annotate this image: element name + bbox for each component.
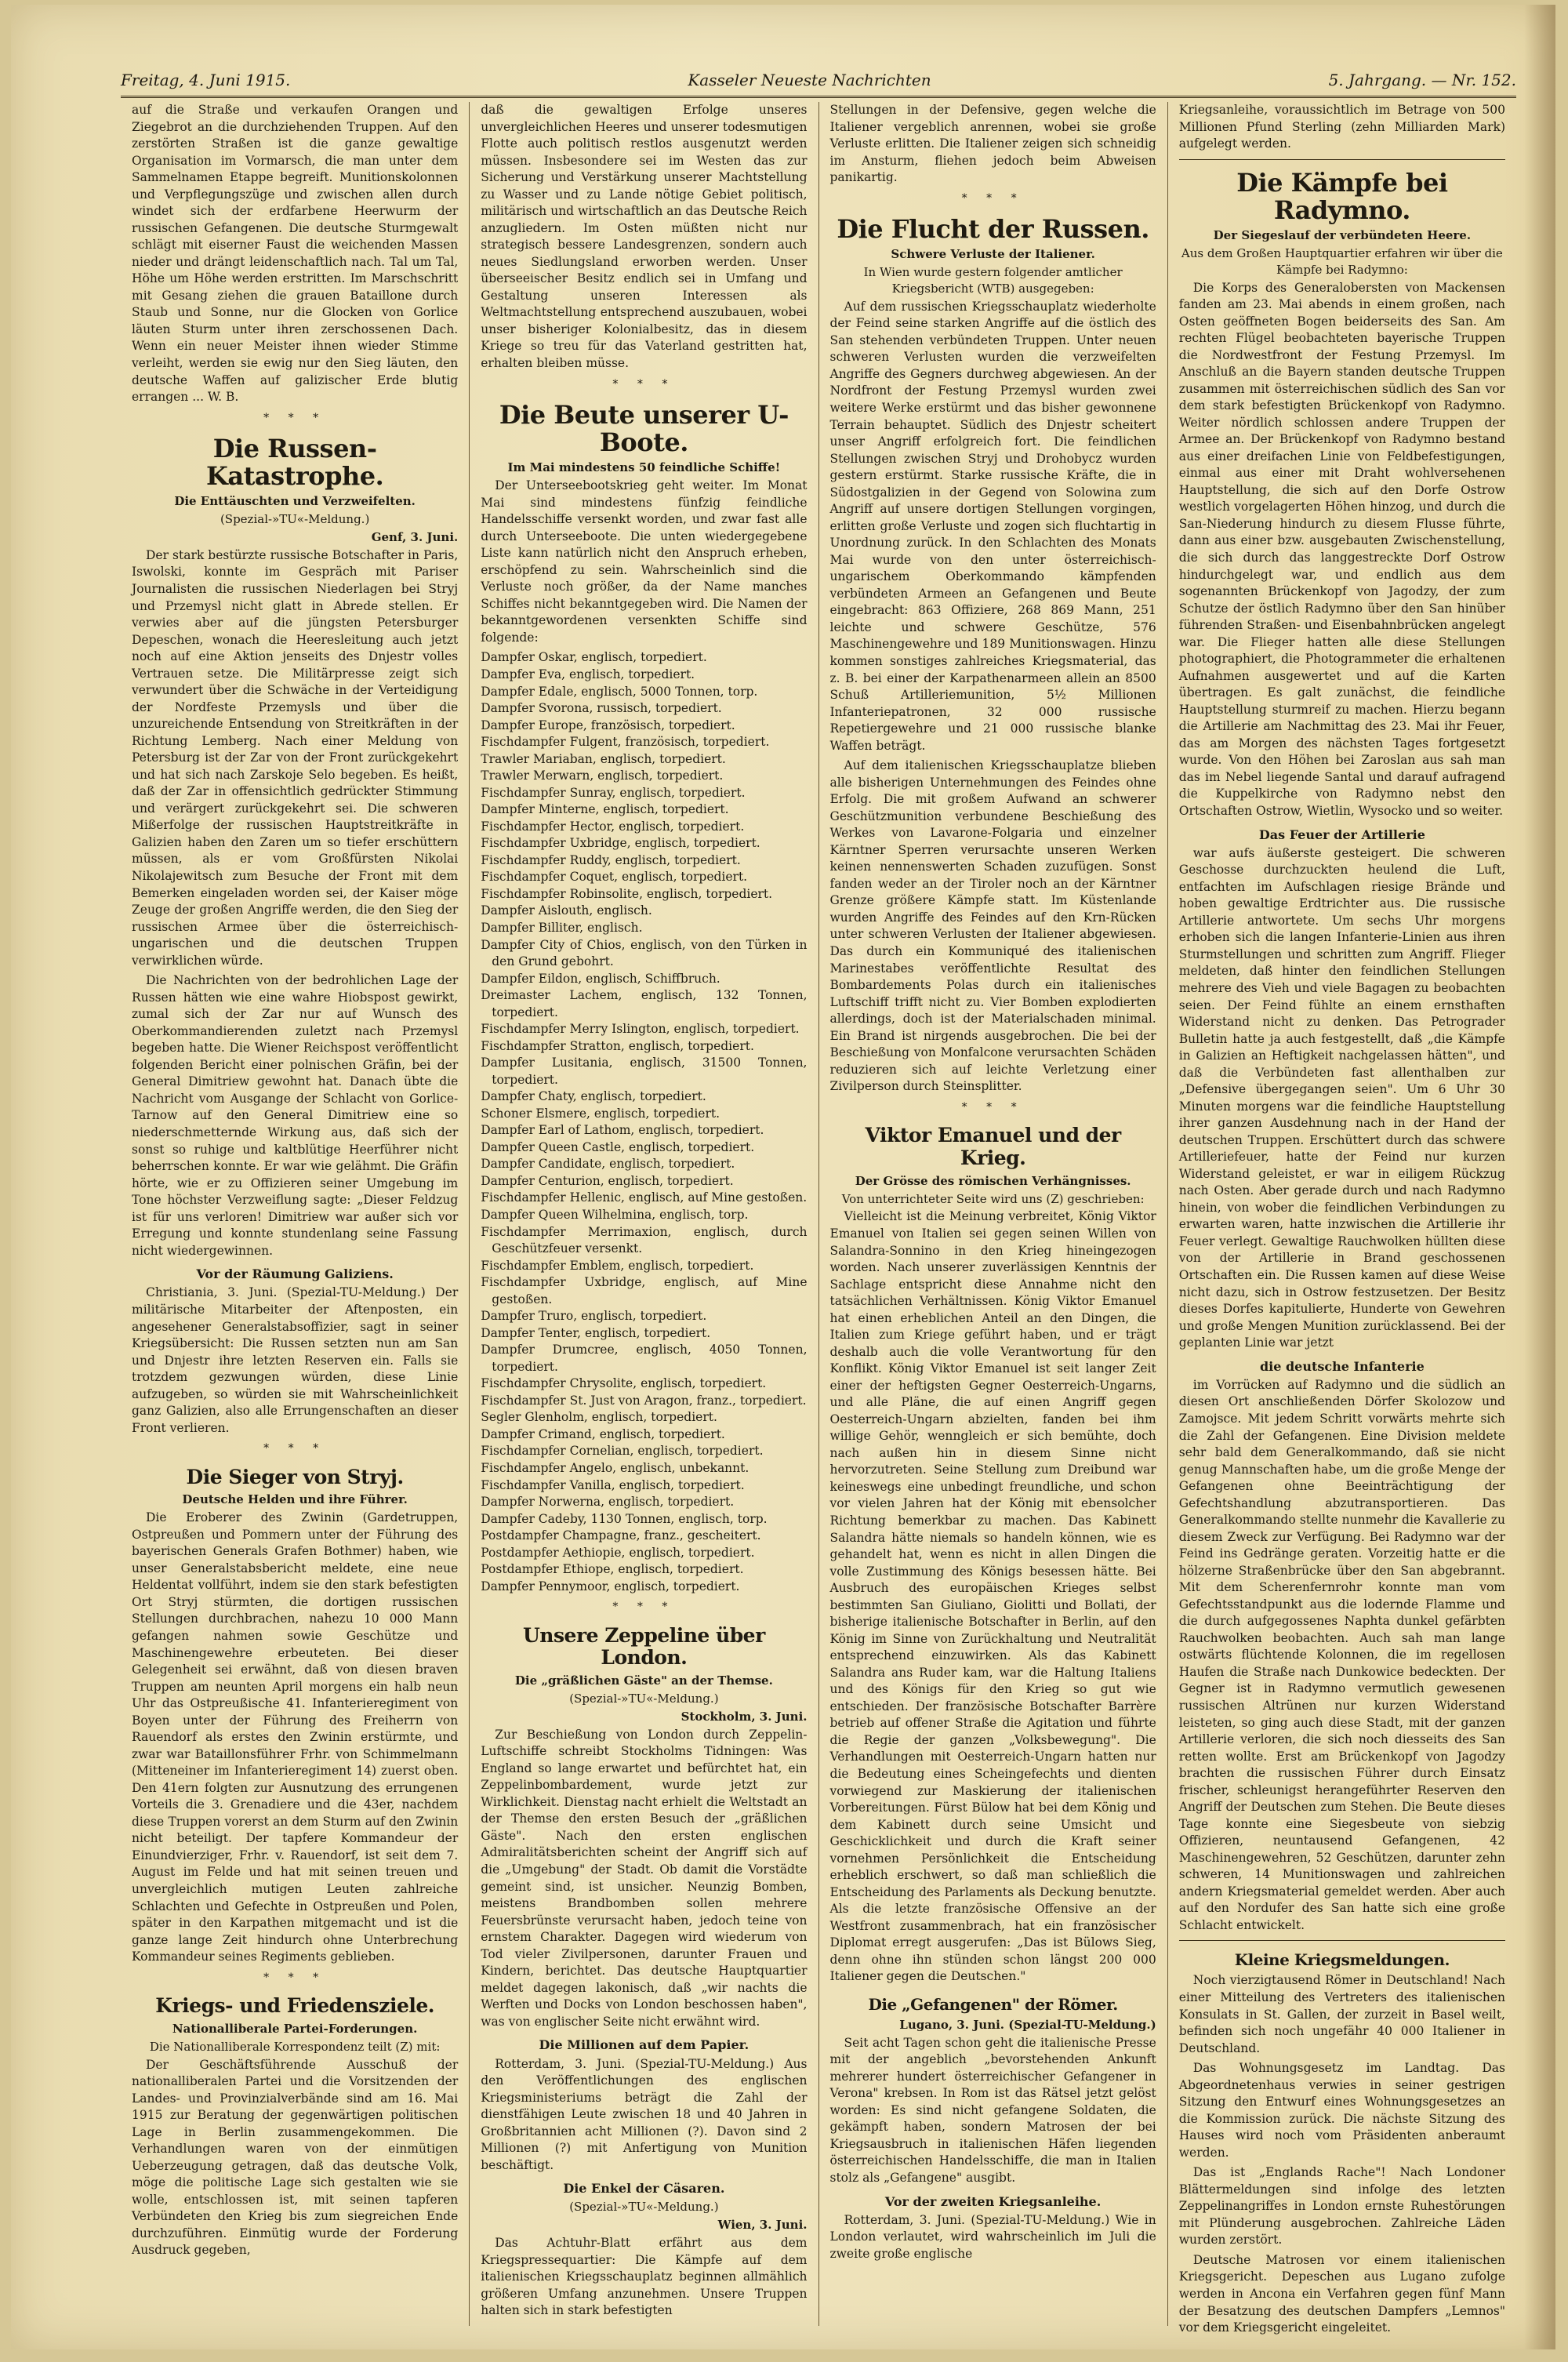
list-item: Dampfer Drumcree, englisch, 4050 Tonnen, torpediert.	[481, 1343, 808, 1374]
headline-viktor-emanuel: Viktor Emanuel und der Krieg.	[865, 1124, 1121, 1169]
issue-date: Freitag, 4. Juni 1915.	[121, 71, 291, 89]
list-item: Fischdampfer Uxbridge, englisch, torpediert.	[481, 836, 760, 851]
list-item: Dampfer Cadeby, 1130 Tonnen, englisch, torp.	[481, 1511, 768, 1526]
continued-text: Kriegsanleihe, voraussichtlich im Betrage von 500 Millionen Pfund Sterling (zehn Milliarden Mark) aufgelegt werden.	[1178, 103, 1505, 151]
subheadline: Nationalliberale Partei-Forderungen.	[172, 2021, 418, 2036]
list-item: Dampfer Norwerna, englisch, torpediert.	[481, 1495, 735, 1510]
agency-line: Von unterrichteter Seite wird uns (Z) geschrieben:	[841, 1191, 1145, 1206]
article-paragraph: Zur Beschießung von London durch Zeppelin-Luftschiffe schreibt Stockholms Tidningen: Was England so lange erwartet und befürchtet hat, ein Zeppelinbombardement, wurde jetzt zur Wirklichkeit. Dienstag nacht erhielt die Weltstadt an der Themse den ersten Besuch der „gräßlichen Gäste". Nach den ersten englischen Admiralitätsberichten scheint der Angriff sich auf die „Umgebung" der Stadt. Ob damit die Vorstädte gemeint sind, ist unsicher. Neunzig Bomben, meistens Brandbomben sollen mehrere Feuersbrünste verursacht haben, jedoch teine von ernstem Charakter. Dagegen wird wiederum von Tod vieler Zivilpersonen, darunter Frauen und Kindern, berichtet. Das deutsche Hauptquartier meldet dagegen lakonisch, daß „wir nachts die Werften und Docks von London beschossen haben", was von englischer Seite nicht erwähnt wird.	[481, 1727, 808, 2029]
column-2	[470, 102, 818, 2326]
article-paragraph: Christiania, 3. Juni. (Spezial-TU-Meldung.) Der militärische Mitarbeiter der Aftenposten, ein angesehener Generalstabsoffizier, sagt in seiner Kriegsübersicht: Die Russen setzten nun am San und Dnjestr ihre letzten Reserven ein. Falls sie trotzdem gezwungen würden, diese Linie aufzugeben, so würden sie mit Wahrscheinlichkeit ganz Galizien, also alle Errungenschaften an dieser Front verlieren.	[132, 1285, 459, 1435]
separator: * * *	[263, 1971, 327, 1984]
headline-raeumung-galiziens: Vor der Räumung Galiziens.	[196, 1266, 394, 1282]
list-item: Dampfer Aislouth, englisch.	[481, 903, 652, 918]
article-paragraph: Rotterdam, 3. Juni. (Spezial-TU-Meldung.) Aus den Veröffentlichungen des englischen Kriegsministeriums beträgt die Zahl der dienstfähigen Leute zwischen 18 und 40 Jahren in Großbritannien acht Millionen (?). Davon sind 2 Millionen (?) mit Anfertigung von Munition beschäftigt.	[481, 2056, 808, 2172]
continued-text: Stellungen in der Defensive, gegen welche die Italiener vergeblich anrennen, wobei sie große Verluste erlitten. Die Italiener zeigen sich schneidig im Ansturm, fliehen jedoch beim Abweisen panikartig.	[829, 103, 1156, 185]
agency-line: Aus dem Großen Hauptquartier erfahren wir über die Kämpfe bei Radymno:	[1181, 245, 1503, 277]
list-item: Schoner Elsmere, englisch, torpediert.	[481, 1106, 720, 1121]
list-item: Postdampfer Ethiope, englisch, torpediert.	[481, 1562, 744, 1577]
dateline: Stockholm, 3. Juni.	[681, 1709, 808, 1724]
list-item: Fischdampfer Sunray, englisch, torpediert.	[481, 785, 746, 800]
headline-zeppeline-ueber-london: Unsere Zeppeline über London.	[522, 1623, 765, 1670]
headline-kriegs-und-friedensziele: Kriegs- und Friedensziele.	[155, 1994, 434, 2018]
list-item: Dampfer Chaty, englisch, torpediert.	[481, 1089, 706, 1104]
list-item: Dampfer Svorona, russisch, torpediert.	[481, 701, 722, 716]
subheadline: Der Siegeslauf der verbündeten Heere.	[1213, 227, 1472, 242]
continued-text: auf die Straße und verkaufen Orangen und Ziegebrot an die durchziehenden Truppen. Auf den zerstörten Straßen ist die ganze gewaltige Organisation im Vormarsch, die man unter dem Sammelnamen Etappe begreift. Munitionskolonnen und Verpflegungszüge und zwischen allen durch windet sich der erdfarbene Heerwurm der russischen Gefangenen. Die deutsche Sturmgewalt schlägt mit eiserner Faust die weichenden Massen nieder und drängt leidenschaftlich nach. Tal um Tal, Höhe um Höhe werden erstritten. Im Marschschritt mit Gesang ziehen die grauen Bataillone durch Staub und Sonne, nur die Glocken von Gorlice läuten Sturm unter ihren zerschossenen Dach. Wenn ein neuer Meister ihnen wieder Stimme verleiht, werden sie ewig nur den Sieg läuten, den deutsche Waffen auf galizischer Erde blutig errangen ... W. B.	[132, 103, 459, 405]
dateline: Lugano, 3. Juni. (Spezial-TU-Meldung.)	[899, 2017, 1156, 2032]
headline-sieger-von-stryj: Die Sieger von Stryj.	[186, 1465, 404, 1488]
list-item: Dampfer Pennymoor, englisch, torpediert.	[481, 1579, 740, 1593]
article-paragraph: Noch vierzigtausend Römer in Deutschland! Nach einer Mitteilung des Vertreters des italienischen Konsulats in St. Gallen, der zurzeit in Basel weilt, befinden sich noch ungefähr 40 000 Italiener in Deutschland.	[1178, 1973, 1505, 2055]
article-paragraph: Rotterdam, 3. Juni. (Spezial-TU-Meldung.) Wie in London verlautet, wird wahrscheinlich im Juli die zweite große englische	[829, 2212, 1156, 2261]
headline-kaempfe-bei-radymno: Die Kämpfe bei Radymno.	[1236, 167, 1448, 225]
list-item: Fischdampfer Hellenic, englisch, auf Mine gestoßen.	[481, 1190, 808, 1205]
list-item: Fischdampfer Uxbridge, englisch, auf Mine gestoßen.	[481, 1275, 808, 1306]
list-item: Fischdampfer Cornelian, englisch, torpediert.	[481, 1444, 764, 1459]
subhead-feuer-der-artillerie: Das Feuer der Artillerie	[1258, 827, 1425, 842]
subhead-deutsche-infanterie: die deutsche Infanterie	[1259, 1358, 1425, 1374]
columns	[121, 102, 1516, 2335]
list-item: Fischdampfer Angelo, englisch, unbekannt.	[481, 1460, 750, 1475]
list-item: Dampfer Crimand, englisch, torpediert.	[481, 1426, 725, 1441]
list-item: Dampfer Europe, französisch, torpediert.	[481, 718, 735, 732]
list-item: Fischdampfer Fulgent, französisch, torpediert.	[481, 735, 770, 750]
article-paragraph: Das ist „Englands Rache"! Nach Londoner Blättermeldungen sind infolge des letzten Zeppelinangriffes in London ernste Ruhestörungen mit Plünderung ausgebrochen. Zahlreiche Läden wurden zerstört.	[1178, 2165, 1505, 2248]
list-item: Fischdampfer St. Just von Aragon, franz., torpediert.	[481, 1393, 807, 1408]
dateline: Wien, 3. Juni.	[717, 2218, 808, 2233]
list-item: Fischdampfer Vanilla, englisch, torpediert.	[481, 1477, 745, 1492]
list-item: Dampfer Centurion, englisch, torpediert.	[481, 1173, 734, 1188]
issue-number: 5. Jahrgang. — Nr. 152.	[1328, 71, 1516, 89]
list-item: Dampfer Earl of Lathom, englisch, torpediert.	[481, 1123, 764, 1138]
list-item: Trawler Merwarn, englisch, torpediert.	[481, 769, 724, 783]
subheadline: Der Grösse des römischen Verhängnisses.	[855, 1173, 1131, 1188]
newspaper-name: Kasseler Neueste Nachrichten	[688, 71, 931, 89]
subheadline: Deutsche Helden und ihre Führer.	[182, 1492, 408, 1507]
headline-millionen-auf-papier: Die Millionen auf dem Papier.	[539, 2037, 750, 2053]
list-item: Postdampfer Aethiopie, englisch, torpediert.	[481, 1545, 755, 1560]
masthead	[121, 71, 1516, 93]
list-item: Dampfer Truro, englisch, torpediert.	[481, 1309, 707, 1324]
rule	[1179, 159, 1505, 160]
list-item: Fischdampfer Ruddy, englisch, torpediert.	[481, 852, 741, 867]
newspaper-page	[11, 5, 1555, 2349]
list-item: Dampfer Queen Wilhelmina, englisch, torp.	[481, 1208, 749, 1223]
subheadline: Die Enttäuschten und Verzweifelten.	[174, 494, 416, 509]
article-paragraph: Deutsche Matrosen vor einem italienischen Kriegsgericht. Depeschen aus Lugano zufolge werden in Ancona ein Verfahren gegen fünf Mann der Besatzung des deutschen Dampfers „Lemnos" vor dem Kriegsgericht eingeleitet.	[1178, 2252, 1505, 2335]
list-item: Fischdampfer Coquet, englisch, torpediert.	[481, 870, 748, 885]
ship-list	[481, 649, 807, 1595]
column-3	[819, 102, 1168, 2326]
page-edge-shadow	[1524, 5, 1555, 2349]
article-paragraph: war aufs äußerste gesteigert. Die schweren Geschosse durchzuckten heulend die Luft, entfachten im Aufschlagen riesige Brände und hoben gewaltige Erdtrichter aus. Die russische Artillerie antwortete. Um sechs Uhr morgens erhoben sich die langen Infanterie-Linien aus ihren Sturmstellungen und schritten zum Angriff. Flieger meldeten, daß hinter den feindlichen Stellungen mehrere des Vieh und viele Bagagen zu beobachten seien. Der Feind fühlte an einem ernsthaften Widerstand nicht zu denken. Das Petrograder Bulletin hatte ja auch festgestellt, daß „die Kämpfe in Galizien an Heftigkeit nachgelassen hätten", und daß die Verbündeten fast allenthalben zur „Defensive übergegangen seien". Um 6 Uhr 30 Minuten morgens war die feindliche Hauptstellung ihrer ganzen Ausdehnung nach in der Hand der deutschen Truppen. Erschüttert durch das schwere Artilleriefeuer, hatte der Feind nur kurzen Widerstand geleistet, er war in eiligem Rückzug nach Osten. Aber gerade durch und nach Radymno hinein, von wober die feindlichen Verbindungen zu erwarten waren, hatte inzwischen die Artillerie ihr Feuer verlegt. Gewaltige Rauchwolken hüllten diese von der Artillerie in Brand geschossenen Ortschaften ein. Die Russen kamen auf diese Weise nicht dazu, sich in Ostrow festzusetzen. Der Besitz dieses Dorfes kapitulierte, Hunderte von Gewehren und große Mengen Munition zurücklassend. Bei der geplanten Linie war jetzt	[1178, 845, 1505, 1350]
list-item: Dampfer Queen Castle, englisch, torpediert.	[481, 1139, 755, 1154]
article-paragraph: Der Unterseebootskrieg geht weiter. Im Monat Mai sind mindestens fünfzig feindliche Handelsschiffe versenkt worden, und zwar fast alle durch Unterseeboote. Die unten wiedergegebene Liste kann natürlich nicht den Anspruch erheben, erschöpfend zu sein. Wahrscheinlich sind die Verluste noch größer, da der Name manches Schiffes nicht bekanntgegeben wird. Die Namen der bekanntgewordenen versenkten Schiffe sind folgende:	[481, 478, 808, 645]
subheadline: Im Mai mindestens 50 feindliche Schiffe!	[507, 460, 781, 475]
list-item: Postdampfer Champagne, franz., gescheitert.	[481, 1528, 761, 1543]
list-item: Dampfer Lusitania, englisch, 31500 Tonnen, torpediert.	[481, 1056, 808, 1087]
headline-enkel-der-caesaren: Die Enkel der Cäsaren.	[563, 2181, 725, 2197]
headline-kleine-kriegsmeldungen: Kleine Kriegsmeldungen.	[1234, 1950, 1450, 1970]
continued-text: daß die gewaltigen Erfolge unseres unvergleichlichen Heeres und unserer todesmutigen Flotte auch politisch restlos ausgenutzt werden müssen. Insbesondere sei im Westen das zur Sicherung und Verstärkung unserer Machtstellung zu Wasser und zu Lande nötige Gebiet politisch, militärisch und wirtschaftlich an das Deutsche Reich anzugliedern. Im Osten müßten nicht nur strategisch bessere Landesgrenzen, sondern auch neues Siedlungsland erworben werden. Unser überseeischer Besitz endlich sei in Umfang und Gestaltung unseren Interessen als Weltmachtstellung entsprechend auszubauen, wobei unser bisheriger Kolonialbesitz, das in diesem Kriege so treu für das Vaterland gestritten hat, erhalten bleiben müsse.	[481, 103, 808, 370]
agency-line: In Wien wurde gestern folgender amtlicher Kriegsbericht (WTB) ausgegeben:	[863, 265, 1123, 296]
article-paragraph: Das Achtuhr-Blatt erfährt aus dem Kriegspressequartier: Die Kämpfe auf dem italienischen Kriegsschauplatz beginnen allmählich größeren Umfang anzunehmen. Unsere Truppen halten sich in stark befestigten	[481, 2236, 808, 2318]
column-1	[121, 102, 470, 2326]
list-item: Fischdampfer Hector, englisch, torpediert.	[481, 819, 745, 834]
list-item: Dampfer Edale, englisch, 5000 Tonnen, torp.	[481, 684, 758, 699]
list-item: Fischdampfer Merry Islington, englisch, torpediert.	[481, 1022, 800, 1037]
article-paragraph: Der Geschäftsführende Ausschuß der nationalliberalen Partei und die Vorsitzenden der Landes- und Provinzialverbände sind am 16. Mai 1915 zur Beratung der gegenwärtigen politischen Lage in Berlin zusammengekommen. Die Verhandlungen waren von der einmütigen Ueberzeugung getragen, daß das deutsche Volk, möge die politische Lage sich gestalten wie sie wolle, entschlossen ist, mit seinen tapferen Verbündeten den Krieg bis zum siegreichen Ende durchzuführen. Einmütig wurde der Forderung Ausdruck gegeben,	[132, 2057, 459, 2258]
column-4	[1168, 102, 1516, 2335]
article-paragraph: Auf dem italienischen Kriegsschauplatze blieben alle bisherigen Unternehmungen des Feindes ohne Erfolg. Die mit großem Aufwand an schwerer Geschützmunition verbundene Beschießung des Werkes von Lavarone-Folgaria und einzelner Kärntner Sperren verursachte unseren Werken keinen nennenswerten Schaden zuzufügen. Sonst fanden weder an der Tiroler noch an der Kärntner Grenze größere Kämpfe statt. Im Küstenlande wurden Angriffe des Feindes auf den Krn-Rücken unter schweren Verlusten der Italiener abgewiesen. Das durch ein Kommuniqué des italienischen Marinestabes veröffentlichte Resultat des Bombardements Polas durch ein italienisches Luftschiff trifft nicht zu. Vier Bomben explodierten allerdings, doch ist der Materialschaden minimal. Ein Brand ist nirgends ausgebrochen. Die bei der Beschießung von Monfalcone verursachten Schäden reduzieren sich auf leichte Verletzung einer Zivilperson durch Steinsplitter.	[829, 758, 1156, 1094]
agency-line: (Spezial-»TU«-Meldung.)	[569, 1692, 719, 1706]
article-paragraph: Die Eroberer des Zwinin (Gardetruppen, Ostpreußen und Pommern unter der Führung des bayerischen Generals Grafen Bothmer) haben, wie unser Generalstabsbericht meldete, eine neue Heldentat vollführt, indem sie den stark befestigten Ort Stryj stürmten, die dortigen russischen Stellungen durchbrachen, nahezu 10 000 Mann gefangen nahmen sowie Geschütze und Maschinengewehre erbeuteten. Bei dieser Gelegenheit sei erwähnt, daß von diesen braven Truppen am neunten April morgens ein halb neun Uhr das Ostpreußische 41. Infanterieregiment von Boyen unter der Führung des Freiherrn von Rauendorf als erstes den Zwinin erstürmte, und zwar war Bataillonsführer Frhr. von Schimmelmann (Mitteneiner im Infanterieregiment 14) zuerst oben. Den 41ern folgten zur Ausnutzung des errungenen Vorteils die 3. Grenadiere und die 43er, nachdem diese Truppen vorerst an dem Sturm auf den Zwinin nicht beteiligt. Der tapfere Kommandeur der Einundvierziger, Frhr. v. Rauendorf, ist seit dem 7. August im Felde und hat mit seinen treuen und unvergleichlich mutigen Leuten zahlreiche Schlachten und Gefechte in Ostpreußen und Polen, später in den Karpathen mitgemacht und ist die ganze lange Zeit hindurch ohne Unterbrechung Kommandeur seines Regiments geblieben.	[132, 1510, 459, 1964]
article-paragraph: Das Wohnungsgesetz im Landtag. Das Abgeordnetenhaus verwies in seiner gestrigen Sitzung den Entwurf eines Wohnungsgesetzes an die Kommission zurück. Die nächste Sitzung des Hauses wird noch vom Präsidenten anberaumt werden.	[1178, 2061, 1505, 2160]
list-item: Fischdampfer Robinsolite, englisch, torpediert.	[481, 886, 773, 901]
list-item: Dampfer Eildon, englisch, Schiffbruch.	[481, 971, 720, 986]
article-paragraph: Auf dem russischen Kriegsschauplatz wiederholte der Feind seine starken Angriffe auf die östlich des San stehenden verbündeten Truppen. Unter neuen schweren Verlusten wurden die verzweifelten Angriffe des Gegners durchweg abgewiesen. An der Nordfront der Festung Przemysl wurden zwei weitere Werke erstürmt und das bisher gewonnene Terrain behauptet. Südlich des Dnjestr scheitert unser Angriff erfolgreich fort. Die feindlichen Stellungen zwischen Stryj und Drohobycz wurden gestern erstürmt. Starke russische Kräfte, die in Südostgalizien in der Gegend von Solowina zum Angriff auf unsere dortigen Stellungen vorgingen, erlitten große Verluste und zogen sich fluchtartig in Unordnung zurück. In den Schlachten des Monats Mai wurde von den unter österreichisch-ungarischem Oberkommando kämpfenden verbündeten Armeen an Gefangenen und Beute eingebracht: 863 Offiziere, 268 869 Mann, 251 leichte und schwere Geschütze, 576 Maschinengewehre und 189 Munitionswagen. Hinzu kommen sonstiges zahlreiches Kriegsmaterial, das z. B. bei einer der Karpathenarmeen allein an 8500 Schuß Artilleriemunition, 5½ Millionen Infanteriepatronen, 32 000 russische Repetiergewehre und 21 000 russische blanke Waffen beträgt.	[829, 299, 1156, 753]
list-item: Trawler Mariaban, englisch, torpediert.	[481, 751, 726, 766]
agency-line: (Spezial-»TU«-Meldung.)	[220, 512, 370, 527]
separator: * * *	[263, 1442, 327, 1455]
rule	[1179, 1940, 1505, 1941]
list-item: Dampfer Tenter, englisch, torpediert.	[481, 1325, 711, 1340]
separator: * * *	[263, 411, 327, 424]
subheadline: Die „gräßlichen Gäste" an der Themse.	[514, 1673, 773, 1688]
list-item: Fischdampfer Stratton, englisch, torpediert.	[481, 1038, 754, 1053]
article-paragraph: Vielleicht ist die Meinung verbreitet, König Viktor Emanuel von Italien sei gegen seinen Willen von Salandra-Sonnino in den Krieg hineingezogen worden. Nach unserer zuverlässigen Kenntnis der Sachlage entspricht diese Annahme nicht den tatsächlichen Verhältnissen. König Viktor Emanuel hat einen erheblichen Anteil an den Dingen, die Italien zum Kriege geführt haben, und er trägt deshalb auch die volle Verantwortung für den Konflikt. König Viktor Emanuel ist seit langer Zeit einer der heftigsten Gegner Oesterreich-Ungarns, und alle Pläne, die auf einen Angriff gegen Oesterreich-Ungarn abzielten, fanden bei ihm willige Gehör, wenngleich er sich bemühte, doch nach außen hin in diesem Sinne nicht hervorzutreten. Seine Stellung zum Dreibund war keineswegs eine unbedingt freundliche, und schon vor vielen Jahren hat der König mit ebensolcher Richtung bemerkbar zu machen. Das Kabinett Salandra hätte niemals so handeln können, wie es gehandelt hat, wenn es nicht in allen Dingen die volle Zustimmung des Königs besessen hätte. Bei Ausbruch des europäischen Krieges selbst bestimmten San Giuliano, Giolitti und Bollati, der bisherige italienische Botschafter in Berlin, auf den König im Sinne von Zurückhaltung und Neutralität entsprechend einzuwirken. Als das Kabinett Salandra ans Ruder kam, war die Haltung Italiens und des Königs für den Krieg so gut wie entschieden. Der französische Botschafter Barrère betrieb auf offener Straße die Agitation und führte die Regie der ganzen „Volksbewegung". Die Verhandlungen mit Oesterreich-Ungarn hatten nur die Bedeutung eines Scheingefechts und dienten vorwiegend zur Maskierung der italienischen Vorbereitungen. Fürst Bülow hat bei dem König und dem Kabinett durch seine Umsicht und Geschicklichkeit und durch die Kraft seiner vornehmen Persönlichkeit die Entscheidung erheblich erschwert, so daß man schließlich die Entscheidung des Parlaments als Deckung benutzte. Als die letzte französische Offensive an der Westfront zusammenbrach, hat ein französischer Diplomat erregt ausgerufen: „Das ist Bülows Sieg, denn ohne ihn stünden schon längst 200 000 Italiener gegen die Deutschen."	[829, 1209, 1156, 1984]
article-paragraph: im Vorrücken auf Radymno und die südlich an diesen Ort anschließenden Dörfer Skolozow und Zamojsce. Mit jedem Schritt vorwärts mehrte sich die Zahl der Gefangenen. Eine Division meldete sehr bald dem Generalkommando, daß sie nicht genug Mannschaften habe, um die große Menge der Gefangenen ohne Beeinträchtigung der Gefechtshandlung abzutransportieren. Das Generalkommando stellte nunmehr die Kavallerie zu diesem Zweck zur Verfügung. Bei Radymno war der Feind ins Gedränge geraten. Vorzeitig hatte er die hölzerne Straßenbrücke über den San abgebrannt. Mit dem Scherenfernrohr konnte man vom Gefechtsstandpunkt aus die lodernde Flamme und die durch aufgegossenes Naphta dunkel gefärbten Rauchwolken beobachten. Auch sah man lange ostwärts flüchtende Kolonnen, die im regellosen Haufen die Straße nach Dunkowice bedeckten. Der Gegner ist in Radymno vermutlich gewesenen russischen Altrünen nur kurzen Widerstand leisteten, so ging auch diese Stadt, mit der ganzen Artillerie verloren, die sich noch diesseits des San retten wollte. Erst am Brückenkopf von Jagodzy brachten die russischen Führer durch Einsatz frischer, schleunigst herangeführter Reserven den Angriff der Deutschen zum Stehen. Die Beute dieses Tage konnte eine Siegesbeute von siebzig Offizieren, neuntausend Gefangenen, 42 Maschinengewehren, 52 Geschützen, darunter zehn schweren, 14 Munitionswagen und zahlreichen andern Kriegsmaterial gemeldet werden. Aber auch auf den Nordufer des San hatte sich eine große Schlacht entwickelt.	[1178, 1377, 1505, 1932]
list-item: Dampfer Eva, englisch, torpediert.	[481, 667, 695, 682]
headline-beute-u-boote: Die Beute unserer U-Boote.	[499, 399, 789, 458]
list-item: Segler Glenholm, englisch, torpediert.	[481, 1410, 717, 1425]
list-item: Fischdampfer Merrimaxion, englisch, durch Geschützfeuer versenkt.	[481, 1224, 808, 1256]
separator: * * *	[961, 1100, 1025, 1114]
list-item: Dampfer City of Chios, englisch, von den Türken in den Grund gebohrt.	[481, 937, 808, 969]
list-item: Dampfer Billiter, englisch.	[481, 920, 643, 935]
article-paragraph: Der stark bestürzte russische Botschafter in Paris, Iswolski, konnte im Gespräch mit Pariser Journalisten die russischen Niederlagen bei Stryj und Przemysl nicht glatt in Abrede stellen. Er verwies aber auf die jüngsten Petersburger Depeschen, wonach die Heeresleitung auch jetzt noch auf eine Aktion jenseits des Dnjestr volles Vertrauen setze. Die Militärpresse zeigt sich verwundert über die Schwäche in der Verteidigung der Nordfeste Przemysls und über die unzureichende Entsendung von Streitkräften in der Richtung Lemberg. Nach einer Meldung von Petersburg ist der Zar von der Front zurückgekehrt und hat sich nach Zarskoje Selo begeben. Es heißt, daß der Zar in offensichtlich gedrückter Stimmung und verärgert zurückgekehrt sei. Die schweren Mißerfolge der russischen Hauptstreitkräfte in Galizien haben den Zaren um so tiefer erschüttern müssen, als er vom Großfürsten Nikolai Nikolajewitsch zum Besuche der Front mit dem Bemerken eingeladen worden sei, der Kaiser möge Zeuge der großen Angriffe werden, die den Sieg der russischen Armee über die österreichisch-ungarischen und die deutschen Truppen verwirklichen würde.	[132, 547, 459, 968]
list-item: Dampfer Minterne, englisch, torpediert.	[481, 802, 729, 817]
separator: * * *	[612, 377, 676, 391]
list-item: Dreimaster Lachem, englisch, 132 Tonnen, torpediert.	[481, 988, 808, 1019]
list-item: Dampfer Candidate, englisch, torpediert.	[481, 1157, 735, 1172]
agency-line: (Spezial-»TU«-Meldung.)	[569, 2200, 719, 2215]
headline-flucht-der-russen: Die Flucht der Russen.	[837, 214, 1149, 245]
subheadline: Schwere Verluste der Italiener.	[891, 247, 1095, 262]
article-paragraph: Seit acht Tagen schon geht die italienische Presse mit der angeblich „bevorstehenden Ankunft mehrerer hundert österreichischer Gefangener in Verona" krebsen. In Rom ist das Rätsel jetzt gelöst worden: Es sind nicht gefangene Soldaten, die gekämpft haben, sondern Matrosen der bei Kriegsausbruch in italienischen Häfen liegenden österreichischen Handelsschiffe, die man in Italien stolz als „Gefangene" ausgibt.	[829, 2035, 1156, 2185]
agency-line: Die Nationalliberale Korrespondenz teilt (Z) mit:	[149, 2039, 441, 2054]
list-item: Fischdampfer Chrysolite, englisch, torpediert.	[481, 1376, 767, 1391]
headline-zweite-kriegsanleihe: Vor der zweiten Kriegsanleihe.	[884, 2193, 1102, 2209]
headline-gefangenen-der-roemer: Die „Gefangenen" der Römer.	[868, 1994, 1118, 2014]
separator: * * *	[612, 1601, 676, 1614]
list-item: Fischdampfer Emblem, englisch, torpediert.	[481, 1258, 754, 1273]
article-paragraph: Die Nachrichten von der bedrohlichen Lage der Russen hätten wie eine wahre Hiobspost gewirkt, zumal sich der Zar nur auf Wunsch des Oberkommandierenden zuletzt nach Przemysl begeben hatte. Die Wiener Reichspost veröffentlicht folgenden Bericht einer polnischen Gräfin, bei der General Dimitriew gewohnt hat. Danach übte die Nachricht vom Ausgange der Schlacht von Gorlice-Tarnow auf den General Dimitriew eine so niederschmetternde Wirkung aus, daß sich der sonst so ruhige und kaltblütige Heerführer nicht beherrschen konnte. Er war wie gelähmt. Die Gräfin hörte, wie er zu Offizieren seiner Umgebung im Tone höchster Verzweiflung sagte: „Dieser Feldzug ist für uns verloren! Dimitriew war außer sich vor Erregung und konnte stundenlang seine Fassung nicht wiedergewinnen.	[132, 973, 459, 1258]
headline-russen-katastrophe: Die Russen-Katastrophe.	[206, 434, 384, 492]
article-paragraph: Die Korps des Generalobersten von Mackensen fanden am 23. Mai abends in einem großen, nach Osten geöffneten Bogen beiderseits des San. Am rechten Flügel beobachteten bayerische Truppen die Nordwestfront der Festung Przemysl. Im Anschluß an die Bayern standen deutsche Truppen zusammen mit österreichischen südlich des San vor dem stark befestigten Brückenkopf von Radymno. Weiter nördlich schlossen andere Truppen der Armee an. Der Brückenkopf von Radymno bestand aus einer dreifachen Linie von Feldbefestigungen, einmal aus einer mit Draht wohlversehenen Hauptstellung, die sich auf den Dorfe Ostrow westlich vorgelagerten Höhen hinzog, und durch die San-Niederung hindurch zu diesem Flusse führte, dann aus einer bzw. ausgebauten Zwischenstellung, die sich durch das langgestreckte Dorf Ostrow hindurchgelegt war, und endlich aus dem sogenannten Brückenkopf von Jagodzy, der zum Schutze der östlich Radymno über den San hinüber führenden Straßen- und Eisenbahnbrücken angelegt war. Die Flieger hatten alle diese Stellungen photographiert, die Photogrammeter die erhaltenen Aufnahmen ausgewertet und auf die Karten übertragen. Es galt zunächst, die feindliche Hauptstellung sturmreif zu machen. Hierzu begann die Artillerie am Nachmittag des 23. Mai ihr Feuer, das am Morgen des nächsten Tages fortgesetzt wurde. Von den Höhen bei Zaroslan aus sah man das im Nebel liegende Santal und darauf aufragend die Kuppelkirche von Radymno nebst den Ortschaften Ostrow, Wietlin, Wysocko und so weiter.	[1178, 280, 1505, 818]
masthead-rule	[121, 96, 1516, 98]
list-item: Dampfer Oskar, englisch, torpediert.	[481, 650, 707, 665]
separator: * * *	[961, 191, 1025, 205]
dateline: Genf, 3. Juni.	[371, 530, 459, 545]
